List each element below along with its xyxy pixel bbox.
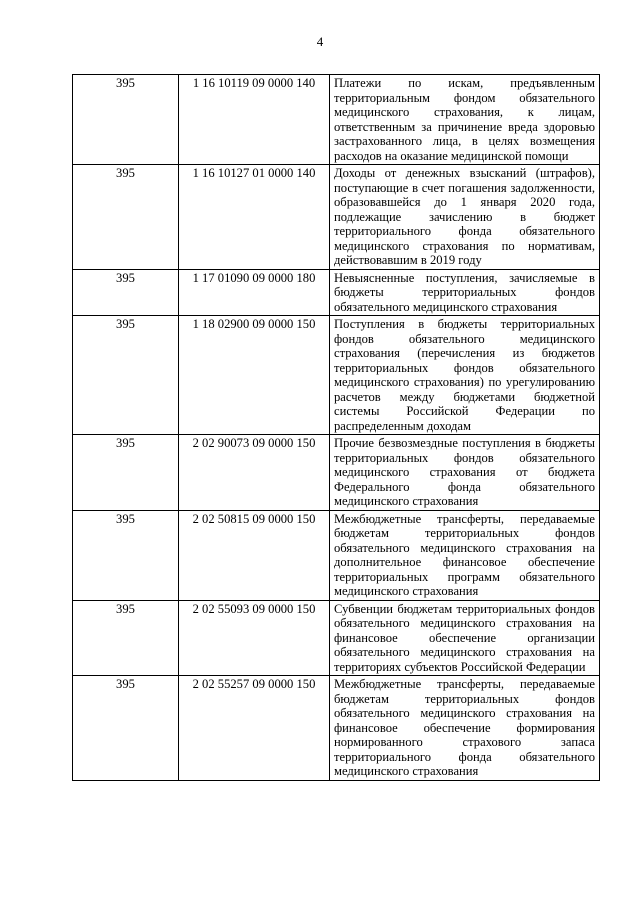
table-row bbox=[73, 75, 600, 165]
revenue-code-cell: 1 18 02900 09 0000 150 bbox=[179, 316, 330, 435]
revenue-name-cell: Платежи по искам, предъявленным территориальным фондом обязательного медицинского страхования, к лицам, ответственным за причинение вреда здоровью застрахованного лица, в целях возмещения расходов на оказание медицинской помощи bbox=[330, 75, 600, 165]
revenue-name-cell: Доходы от денежных взысканий (штрафов), поступающие в счет погашения задолженности, образовавшейся до 1 января 2020 года, подлежащие зачислению в бюджет территориального фонда обязательного медицинского страхования по нормативам, действовавшим в 2019 году bbox=[330, 165, 600, 270]
revenue-name-cell: Невыясненные поступления, зачисляемые в бюджеты территориальных фондов обязательного медицинского страхования bbox=[330, 269, 600, 316]
admin-code-cell: 395 bbox=[73, 600, 179, 676]
revenue-code-cell: 2 02 90073 09 0000 150 bbox=[179, 435, 330, 511]
admin-code-cell: 395 bbox=[73, 75, 179, 165]
revenue-code-cell: 2 02 55257 09 0000 150 bbox=[179, 676, 330, 781]
table-row bbox=[73, 269, 600, 316]
table-row bbox=[73, 435, 600, 511]
admin-code-cell: 395 bbox=[73, 676, 179, 781]
revenue-name-cell: Прочие безвозмездные поступления в бюджеты территориальных фондов обязательного медицинского страхования от бюджета Федерального фонда обязательного медицинского страхования bbox=[330, 435, 600, 511]
admin-code-cell: 395 bbox=[73, 316, 179, 435]
table-row bbox=[73, 316, 600, 435]
table-row bbox=[73, 600, 600, 676]
budget-codes-table bbox=[72, 74, 600, 781]
revenue-code-cell: 1 16 10119 09 0000 140 bbox=[179, 75, 330, 165]
revenue-name-cell: Межбюджетные трансферты, передаваемые бюджетам территориальных фондов обязательного медицинского страхования на дополнительное финансовое обеспечение территориальных программ обязательного медицинского страхования bbox=[330, 510, 600, 600]
admin-code-cell: 395 bbox=[73, 269, 179, 316]
revenue-code-cell: 2 02 55093 09 0000 150 bbox=[179, 600, 330, 676]
admin-code-cell: 395 bbox=[73, 510, 179, 600]
revenue-code-cell: 2 02 50815 09 0000 150 bbox=[179, 510, 330, 600]
revenue-code-cell: 1 16 10127 01 0000 140 bbox=[179, 165, 330, 270]
table-row bbox=[73, 676, 600, 781]
admin-code-cell: 395 bbox=[73, 165, 179, 270]
revenue-code-cell: 1 17 01090 09 0000 180 bbox=[179, 269, 330, 316]
table-row bbox=[73, 165, 600, 270]
admin-code-cell: 395 bbox=[73, 435, 179, 511]
revenue-name-cell: Субвенции бюджетам территориальных фондов обязательного медицинского страхования на финансовое обеспечение организации обязательного медицинского страхования на территориях субъектов Российской Федерации bbox=[330, 600, 600, 676]
table-row bbox=[73, 510, 600, 600]
revenue-name-cell: Межбюджетные трансферты, передаваемые бюджетам территориальных фондов обязательного медицинского страхования на финансовое обеспечение формирования нормированного страхового запаса территориального фонда обязательного медицинского страхования bbox=[330, 676, 600, 781]
page-number: 4 bbox=[316, 34, 324, 49]
revenue-name-cell: Поступления в бюджеты территориальных фондов обязательного медицинского страхования (перечисления из бюджетов территориальных фондов обязательного медицинского страхования) по урегулированию расчетов между бюджетами бюджетной системы Российской Федерации по распределенным доходам bbox=[330, 316, 600, 435]
